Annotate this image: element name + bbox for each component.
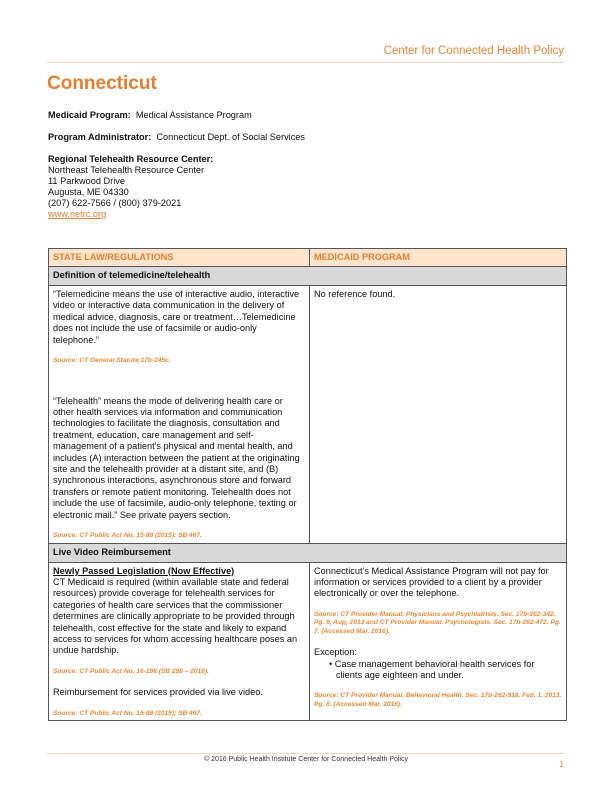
bullet-icon: •: [329, 658, 333, 669]
source-citation: Source: CT Public Act No. 15-88 (2015); SB 467.: [53, 709, 202, 717]
table-header-row: [49, 249, 567, 267]
exception-label: Exception:: [314, 647, 357, 658]
program-administrator-label: Program Administrator:: [48, 132, 152, 142]
section-row: [49, 543, 567, 562]
footer-divider: [47, 753, 564, 754]
page-number: 1: [559, 760, 564, 769]
header-organization: Center for Connected Health Policy: [383, 45, 564, 57]
source-citation: Source: CT Public Act No. 15-88 (2015); SB 467.: [53, 532, 202, 539]
resource-center-website-link[interactable]: www.netrc.org: [48, 209, 107, 219]
source-citation: Source: CT Public Act No. 16-198 (SB 298 – 2016).: [53, 667, 209, 675]
medicaid-text: No reference found.: [314, 289, 396, 299]
resource-center-street: 11 Parkwood Drive: [48, 176, 125, 186]
medicaid-program-line: [48, 110, 252, 121]
column-header-state-law: STATE LAW/REGULATIONS: [49, 249, 310, 267]
resource-center-label: Regional Telehealth Resource Center:: [48, 154, 214, 164]
program-administrator-line: [48, 132, 305, 143]
resource-center-phone: (207) 622-7566 / (800) 379-2021: [48, 198, 182, 208]
medicaid-cell: [310, 286, 567, 544]
medicaid-cell: [310, 562, 567, 721]
section-title-definition: Definition of telemedicine/telehealth: [49, 267, 567, 286]
source-citation: Source: CT General Statute 17b-245c.: [53, 357, 171, 365]
source-citation: Source: CT Provider Manual. Behavioral Health. Sec. 17b-262-918. Feb. 1, 2013. Pg. 6. (Accessed Mar. 2016).: [314, 692, 562, 708]
policy-table: [48, 248, 567, 721]
state-law-cell: [49, 562, 310, 721]
column-header-medicaid: MEDICAID PROGRAM: [310, 249, 567, 267]
law-text: CT Medicaid is required (within available state and federal resources) provide coverage for telehealth services for categories of health care services that the commissioner determines are clinically appropriate to be provided through telehealth, cost effective for the state and likely to expand access to services for whom accessing healthcare poses an undue hardship.: [53, 576, 298, 656]
state-law-cell: [49, 286, 310, 544]
telemedicine-definition: “Telemedicine means the use of interactive audio, interactive video or interactive data communication in the delivery of medical advice, diagnosis, care or treatment…Telemedicine does not include the use of facsimile or audio-only telephone.”: [53, 289, 300, 345]
resource-center-city: Augusta, ME 04330: [48, 187, 129, 197]
medicaid-text: Connecticut’s Medical Assistance Program will not pay for information or services provided to a client by a provider electronically or over the telephone.: [314, 565, 549, 599]
footer-copyright: © 2016 Public Health Institute Center for Connected Health Policy: [204, 756, 408, 763]
program-administrator-value: Connecticut Dept. of Social Services: [156, 132, 306, 142]
exception-item: • Case management behavioral health services for clients age eighteen and under.: [329, 658, 535, 681]
section-title-live-video: Live Video Reimbursement: [49, 543, 567, 562]
table-row: [49, 562, 567, 721]
telehealth-definition: “Telehealth” means the mode of delivering health care or other health services via information and communication technologies to facilitate the diagnosis, consultation and treatment, education, care management and self-management of a patient's physical and mental health, and includes (A) interaction between the patient at the originating site and the telehealth provider at a distant site, and (B) synchronous interactions, asynchronous store and forward transfers or remote patient monitoring. Telehealth does not include the use of facsimile, audio-only telephone, texting or electronic mail.” See private payers section.: [53, 395, 300, 520]
resource-center-block: [48, 154, 213, 220]
resource-center-name: Northeast Telehealth Resource Center: [48, 165, 205, 175]
medicaid-program-value: Medical Assistance Program: [135, 110, 252, 120]
law-text: Reimbursement for services provided via live video.: [53, 687, 263, 698]
table-row: [49, 286, 567, 544]
page-title: Connecticut: [47, 73, 157, 94]
header-divider: [47, 62, 564, 63]
medicaid-program-label: Medicaid Program:: [48, 110, 131, 120]
source-citation: Source: CT Provider Manual. Physicians and Psychiatrists. Sec. 17b-262-342. Pg. 9, Aug, 2013 and CT Provider Manual. Psychologists. Sec. 17b-262-472. Pg. 7. (Accessed Mar. 2016).: [314, 610, 561, 635]
section-row: [49, 267, 567, 286]
new-legislation-heading: Newly Passed Legislation (Now Effective): [53, 565, 235, 576]
